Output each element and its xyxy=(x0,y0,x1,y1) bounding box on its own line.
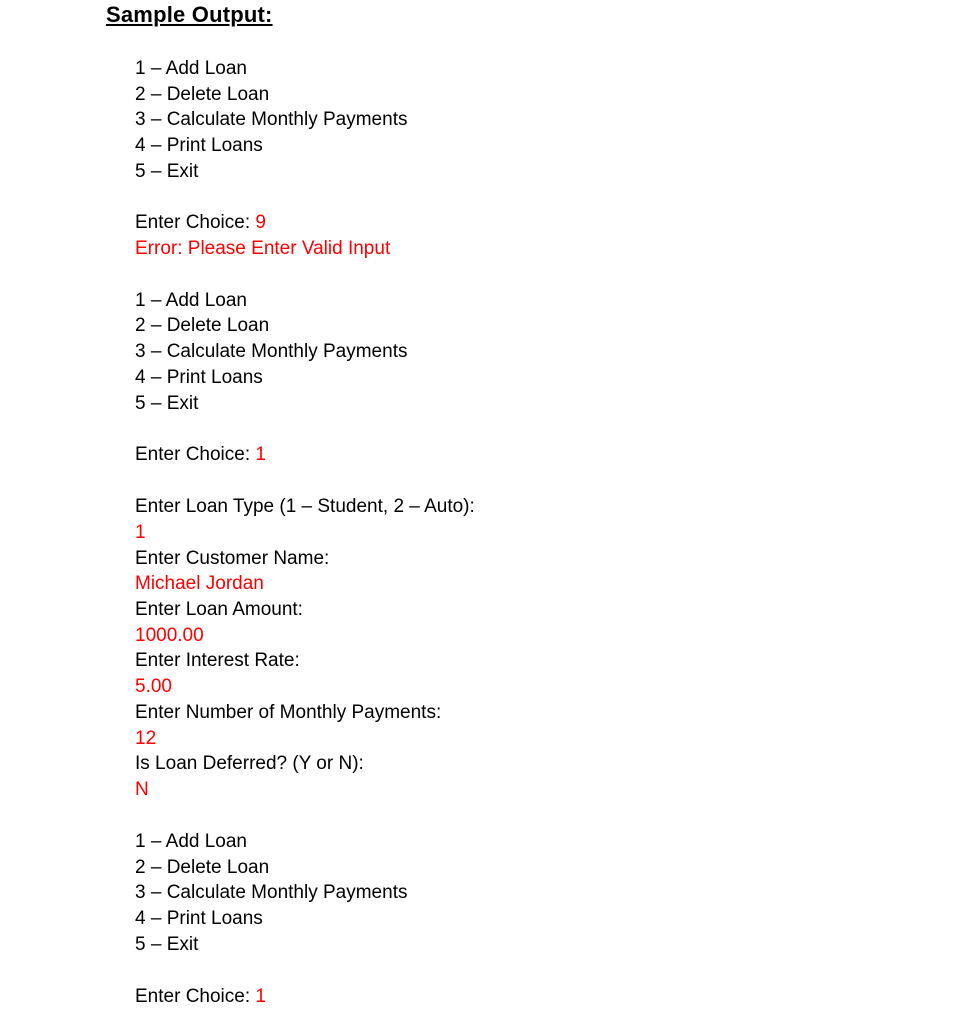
loan-deferred-value: N xyxy=(135,779,149,800)
loan-amount-value: 1000.00 xyxy=(135,625,204,646)
loan-amount-prompt: Enter Loan Amount: xyxy=(135,599,303,620)
enter-choice-label: Enter Choice: xyxy=(135,212,256,233)
monthly-payments-prompt: Enter Number of Monthly Payments: xyxy=(135,702,442,723)
choice-value: 1 xyxy=(255,986,266,1007)
menu-item-add-loan: 1 – Add Loan xyxy=(135,290,247,311)
error-message: Error: Please Enter Valid Input xyxy=(135,238,391,259)
menu-item-add-loan: 1 – Add Loan xyxy=(135,58,247,79)
menu-item-delete-loan: 2 – Delete Loan xyxy=(135,315,270,336)
interest-rate-prompt: Enter Interest Rate: xyxy=(135,650,300,671)
menu-item-calculate-payments: 3 – Calculate Monthly Payments xyxy=(135,882,408,903)
enter-choice-label: Enter Choice: xyxy=(135,986,256,1007)
enter-choice-label: Enter Choice: xyxy=(135,444,256,465)
loan-deferred-prompt: Is Loan Deferred? (Y or N): xyxy=(135,753,364,774)
monthly-payments-value: 12 xyxy=(135,728,157,749)
menu-item-print-loans: 4 – Print Loans xyxy=(135,135,263,156)
loan-type-prompt: Enter Loan Type (1 – Student, 2 – Auto): xyxy=(135,496,475,517)
menu-item-calculate-payments: 3 – Calculate Monthly Payments xyxy=(135,341,408,362)
enter-choice-line xyxy=(135,443,266,467)
menu-item-delete-loan: 2 – Delete Loan xyxy=(135,857,270,878)
interest-rate-value: 5.00 xyxy=(135,676,172,697)
menu-item-exit: 5 – Exit xyxy=(135,934,199,955)
enter-choice-line xyxy=(135,985,266,1009)
loan-type-value: 1 xyxy=(135,522,146,543)
sample-output-heading: Sample Output: xyxy=(106,2,273,27)
enter-choice-line xyxy=(135,211,266,235)
menu-item-exit: 5 – Exit xyxy=(135,161,199,182)
menu-item-calculate-payments: 3 – Calculate Monthly Payments xyxy=(135,109,408,130)
menu-item-print-loans: 4 – Print Loans xyxy=(135,908,263,929)
customer-name-prompt: Enter Customer Name: xyxy=(135,548,330,569)
customer-name-value: Michael Jordan xyxy=(135,573,264,594)
menu-item-exit: 5 – Exit xyxy=(135,393,199,414)
menu-item-print-loans: 4 – Print Loans xyxy=(135,367,263,388)
choice-value: 1 xyxy=(255,444,266,465)
choice-value: 9 xyxy=(255,212,266,233)
menu-item-delete-loan: 2 – Delete Loan xyxy=(135,84,270,105)
menu-item-add-loan: 1 – Add Loan xyxy=(135,831,247,852)
